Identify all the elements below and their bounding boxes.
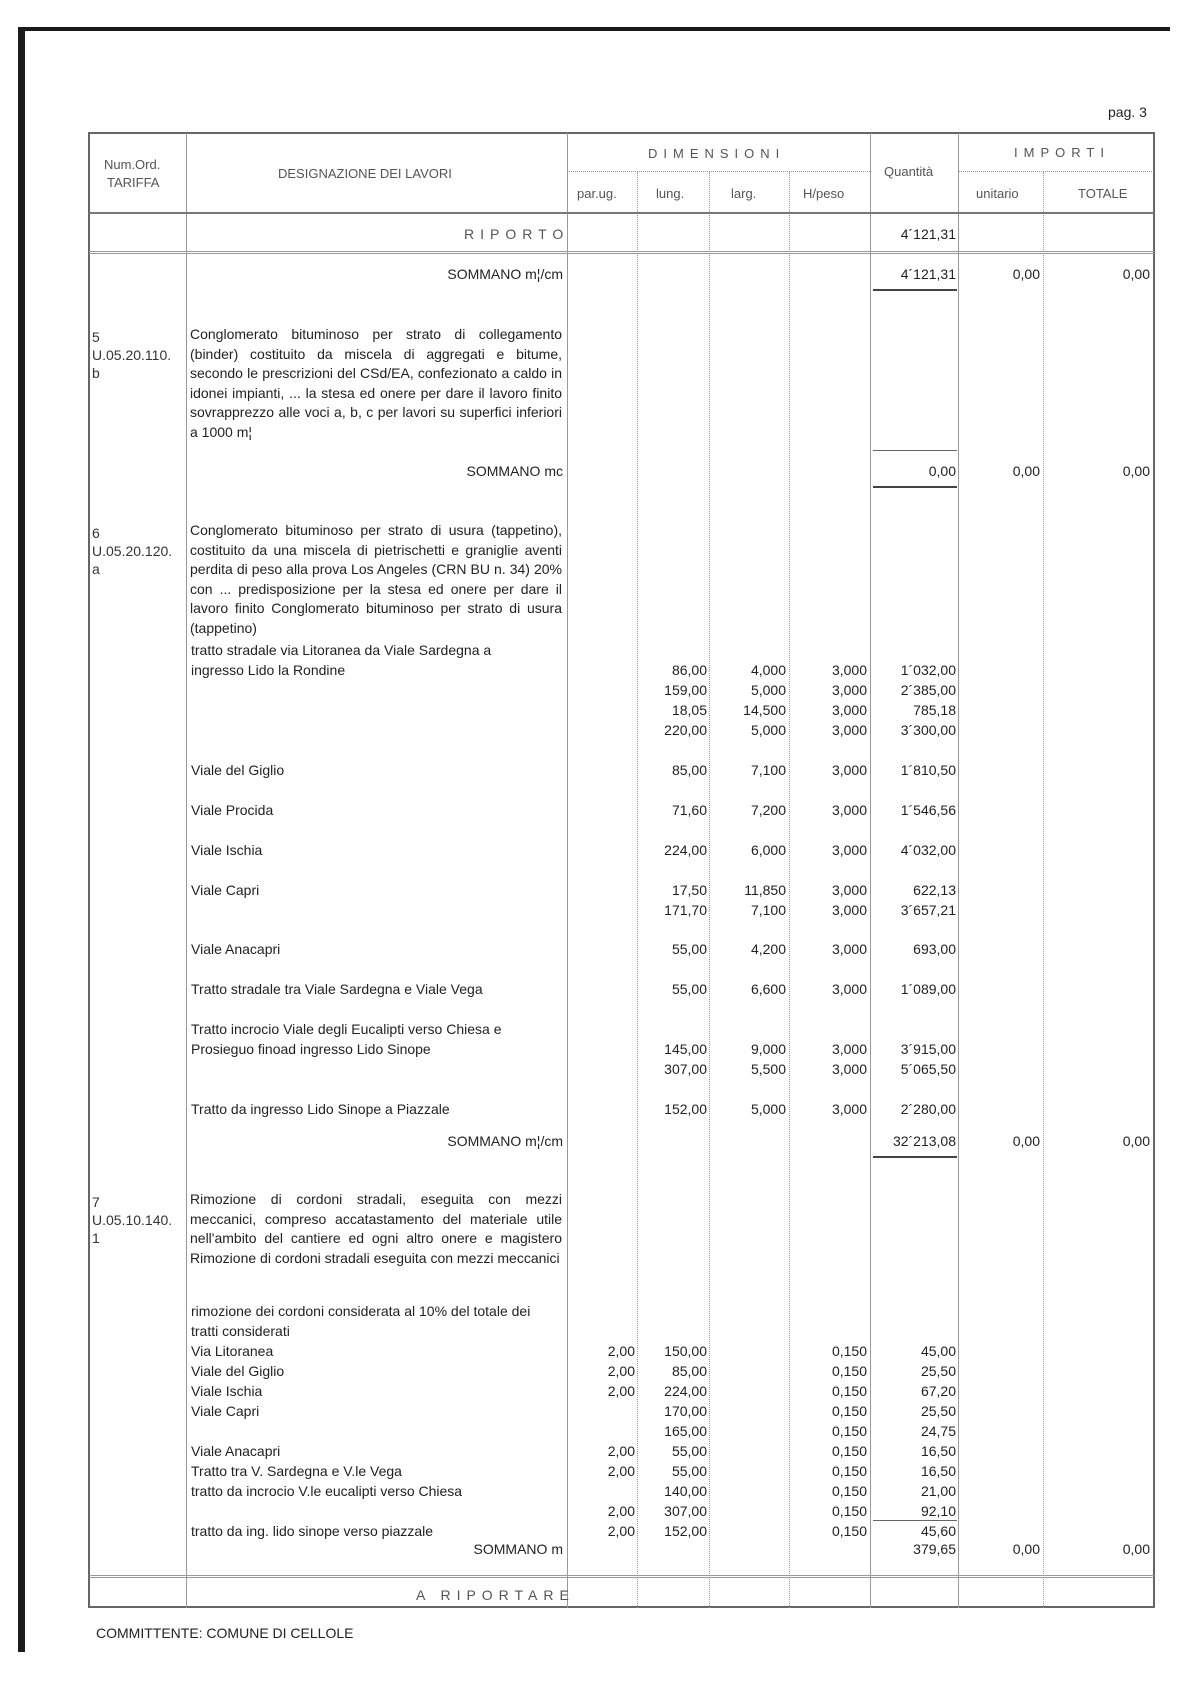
header-tariffa: TARIFFA [107,175,160,190]
row-lung: 55,00 [671,981,707,997]
row-lung: 140,00 [664,1483,707,1499]
row-quantita: 693,00 [913,941,956,957]
sum-overline [873,1520,957,1521]
header-lung: lung. [656,186,685,201]
row-par-ug: 2,00 [607,1343,635,1359]
row-h-peso: 3,000 [831,762,867,778]
sommano-totale: 0,00 [1122,266,1150,282]
row-label: Tratto stradale tra Viale Sardegna e Viale Vega [191,981,483,997]
row-lung: 18,05 [671,702,707,718]
row-quantita: 5´065,50 [900,1061,956,1077]
row-lung: 171,70 [664,902,707,918]
row-larg: 11,850 [744,882,786,898]
row-par-ug: 2,00 [607,1383,635,1399]
row-h-peso: 3,000 [831,981,867,997]
row-larg: 9,000 [750,1041,786,1057]
sommano-quantita: 4´121,31 [900,266,956,282]
row-lung: 220,00 [664,722,707,738]
row-h-peso: 3,000 [831,902,867,918]
row-h-peso: 3,000 [831,802,867,818]
row-lung: 307,00 [664,1061,707,1077]
header-larg: larg. [731,186,757,201]
row-h-peso: 0,150 [831,1443,867,1459]
item-num: 6 [92,525,100,541]
col-divider [1043,172,1044,1608]
item-num: 5 [92,329,100,345]
row-h-peso: 0,150 [831,1383,867,1399]
row-par-ug: 2,00 [607,1523,635,1539]
sommano-totale: 0,00 [1122,1133,1150,1149]
row-quantita: 622,13 [913,882,956,898]
row-quantita: 67,20 [920,1383,956,1399]
col-divider [186,133,187,1608]
row-label: Via Litoranea [191,1343,274,1359]
riporto-separator [89,251,1154,254]
row-lung: 55,00 [671,941,707,957]
row-h-peso: 0,150 [831,1363,867,1379]
row-label: Viale Anacapri [191,941,281,957]
sommano-label: SOMMANO mc [466,463,563,479]
row-lung: 224,00 [664,1383,707,1399]
riportare-separator [89,1575,1154,1578]
row-quantita: 2´385,00 [900,682,956,698]
row-h-peso: 3,000 [831,941,867,957]
header-num-ord: Num.Ord. [104,157,161,172]
row-larg: 5,000 [750,722,786,738]
row-h-peso: 0,150 [831,1483,867,1499]
item-description: Rimozione di cordoni stradali, eseguita con mezzi meccanici, compreso accatastamento del materiale utile nell'ambito del cantiere ed ogni altro onere e magistero Rimozione di cordoni stradali eseguita con mezzi meccanici [190,1191,562,1266]
row-quantita: 2´280,00 [900,1101,956,1117]
row-h-peso: 3,000 [831,1041,867,1057]
row-quantita: 3´300,00 [900,722,956,738]
row-quantita: 24,75 [920,1423,956,1439]
row-label: Viale Procida [191,802,274,818]
row-lung: 85,00 [671,762,707,778]
scan-edge-top [18,27,1170,31]
item-tariffa-suffix: 1 [92,1230,100,1246]
row-lung: 71,60 [671,802,707,818]
row-label: Tratto incrocio Viale degli Eucalipti verso Chiesa e [191,1021,502,1037]
sommano-unitario: 0,00 [1012,266,1040,282]
row-quantita: 25,50 [920,1363,956,1379]
sommano-unitario: 0,00 [1012,1541,1040,1557]
row-h-peso: 3,000 [831,842,867,858]
row-lung: 152,00 [664,1101,707,1117]
header-totale: TOTALE [1078,186,1128,201]
row-lung: 159,00 [664,682,707,698]
row-quantita: 25,50 [920,1403,956,1419]
riporto-label: RIPORTO [464,226,570,242]
row-lung: 307,00 [664,1503,707,1519]
row-h-peso: 0,150 [831,1423,867,1439]
sum-underline [873,289,957,291]
row-lung: 145,00 [664,1041,707,1057]
row-larg: 7,100 [750,762,786,778]
item-num: 7 [92,1194,100,1210]
item-tariffa: U.05.20.110. [92,347,172,363]
row-h-peso: 0,150 [831,1503,867,1519]
row-h-peso: 0,150 [831,1463,867,1479]
header-subdivider [567,171,870,172]
row-label: tratto da incrocio V.le eucalipti verso Chiesa [191,1483,463,1499]
row-lung: 170,00 [664,1403,707,1419]
sum-underline [873,1156,957,1158]
row-par-ug: 2,00 [607,1363,635,1379]
row-lung: 152,00 [664,1523,707,1539]
header-bottom-line [89,212,1154,214]
row-h-peso: 3,000 [831,662,867,678]
header-par-ug: par.ug. [577,186,617,201]
row-quantita: 92,10 [920,1503,956,1519]
header-designazione: DESIGNAZIONE DEI LAVORI [278,166,452,181]
header-h-peso: H/peso [803,186,845,201]
row-quantita: 16,50 [920,1443,956,1459]
header-dimensioni: DIMENSIONI [648,146,786,161]
row-label: tratto stradale via Litoranea da Viale Sardegna a [191,642,492,658]
row-larg: 6,000 [750,842,786,858]
row-label: tratto da ing. lido sinope verso piazzale [191,1523,434,1539]
header-subdivider [958,171,1154,172]
sommano-totale: 0,00 [1122,463,1150,479]
row-larg: 5,000 [750,682,786,698]
row-larg: 5,500 [750,1061,786,1077]
header-importi: IMPORTI [1014,145,1110,160]
row-quantita: 1´032,00 [900,662,956,678]
row-quantita: 785,18 [913,702,956,718]
row-quantita: 4´032,00 [900,842,956,858]
row-lung: 165,00 [664,1423,707,1439]
row-larg: 5,000 [750,1101,786,1117]
row-larg: 7,100 [750,902,786,918]
row-label: Viale Capri [191,882,260,898]
row-h-peso: 0,150 [831,1403,867,1419]
sommano-label: SOMMANO m¦/cm [447,1133,563,1149]
row-h-peso: 3,000 [831,1061,867,1077]
row-par-ug: 2,00 [607,1443,635,1459]
row-label: Prosieguo finoad ingresso Lido Sinope [191,1041,431,1057]
row-label: Viale Anacapri [191,1443,281,1459]
row-label: Viale Ischia [191,1383,263,1399]
row-h-peso: 3,000 [831,702,867,718]
sommano-label: SOMMANO m [473,1541,563,1557]
row-lung: 55,00 [671,1443,707,1459]
item-tariffa: U.05.10.140. [92,1212,173,1228]
row-label: Viale del Giglio [191,1363,285,1379]
row-quantita: 1´089,00 [900,981,956,997]
item-tariffa-suffix: a [92,561,100,577]
sommano-quantita: 32´213,08 [892,1133,956,1149]
row-label: Viale del Giglio [191,762,285,778]
sum-underline [873,486,957,488]
row-h-peso: 3,000 [831,1101,867,1117]
row-h-peso: 3,000 [831,882,867,898]
row-lung: 55,00 [671,1463,707,1479]
riporto-quantita: 4´121,31 [900,226,956,242]
row-label: Viale Ischia [191,842,263,858]
row-h-peso: 0,150 [831,1523,867,1539]
sommano-label: SOMMANO m¦/cm [447,266,563,282]
row-par-ug: 2,00 [607,1463,635,1479]
row-larg: 14,500 [743,702,786,718]
row-larg: 6,600 [750,981,786,997]
row-quantita: 1´810,50 [900,762,956,778]
item-description: Conglomerato bituminoso per strato di usura (tappetino), costituito da una miscela di pietrischetti e graniglie aventi perdita di peso alla prova Los Angeles (CRN BU n. 34) 20% con ... predisposizione per la stesa ed onere per dare il lavoro finito Conglomerato bituminoso per strato di usura (tappetino) [190,522,562,636]
a-riportare-label: A RIPORTARE [416,1587,575,1603]
page-number: pag. 3 [1108,104,1147,120]
header-quantita: Quantità [884,164,934,179]
row-lung: 17,50 [671,882,707,898]
row-larg: 4,200 [750,941,786,957]
row-label: Tratto da ingresso Lido Sinope a Piazzale [191,1101,450,1117]
row-lung: 86,00 [671,662,707,678]
sum-overline [873,450,957,451]
item-tariffa: U.05.20.120. [92,543,173,559]
row-par-ug: 2,00 [607,1503,635,1519]
row-quantita: 3´915,00 [900,1041,956,1057]
row-h-peso: 3,000 [831,722,867,738]
row-label: tratti considerati [191,1323,290,1339]
sommano-quantita: 379,65 [913,1541,956,1557]
row-lung: 224,00 [664,842,707,858]
row-quantita: 45,60 [920,1523,956,1539]
row-lung: 150,00 [664,1343,707,1359]
sommano-unitario: 0,00 [1012,463,1040,479]
row-label: Tratto tra V. Sardegna e V.le Vega [191,1463,402,1479]
row-h-peso: 3,000 [831,682,867,698]
row-h-peso: 0,150 [831,1343,867,1359]
row-quantita: 21,00 [920,1483,956,1499]
col-divider [958,133,959,1608]
row-label: rimozione dei cordoni considerata al 10% del totale dei [191,1303,531,1319]
committente: COMMITTENTE: COMUNE DI CELLOLE [96,1625,354,1641]
row-quantita: 3´657,21 [900,902,956,918]
row-lung: 85,00 [671,1363,707,1379]
sommano-quantita: 0,00 [928,463,956,479]
header-unitario: unitario [976,186,1019,201]
sommano-unitario: 0,00 [1012,1133,1040,1149]
row-quantita: 45,00 [920,1343,956,1359]
sommano-totale: 0,00 [1122,1541,1150,1557]
row-larg: 4,000 [750,662,786,678]
item-description: Conglomerato bituminoso per strato di collegamento (binder) costituito da miscela di aggregati e bitume, secondo le prescrizioni del CSd/EA, confezionato a caldo in idonei impianti, ... la stesa ed onere per dare il lavoro finito sovrapprezzo alle voci a, b, c per lavori su superfici inferiori a 1000 m¦ [190,326,562,440]
row-quantita: 16,50 [920,1463,956,1479]
row-label: Viale Capri [191,1403,260,1419]
scan-edge-left [18,27,25,1652]
item-tariffa-suffix: b [92,365,100,381]
row-label: ingresso Lido la Rondine [191,662,346,678]
row-quantita: 1´546,56 [900,802,956,818]
row-larg: 7,200 [750,802,786,818]
